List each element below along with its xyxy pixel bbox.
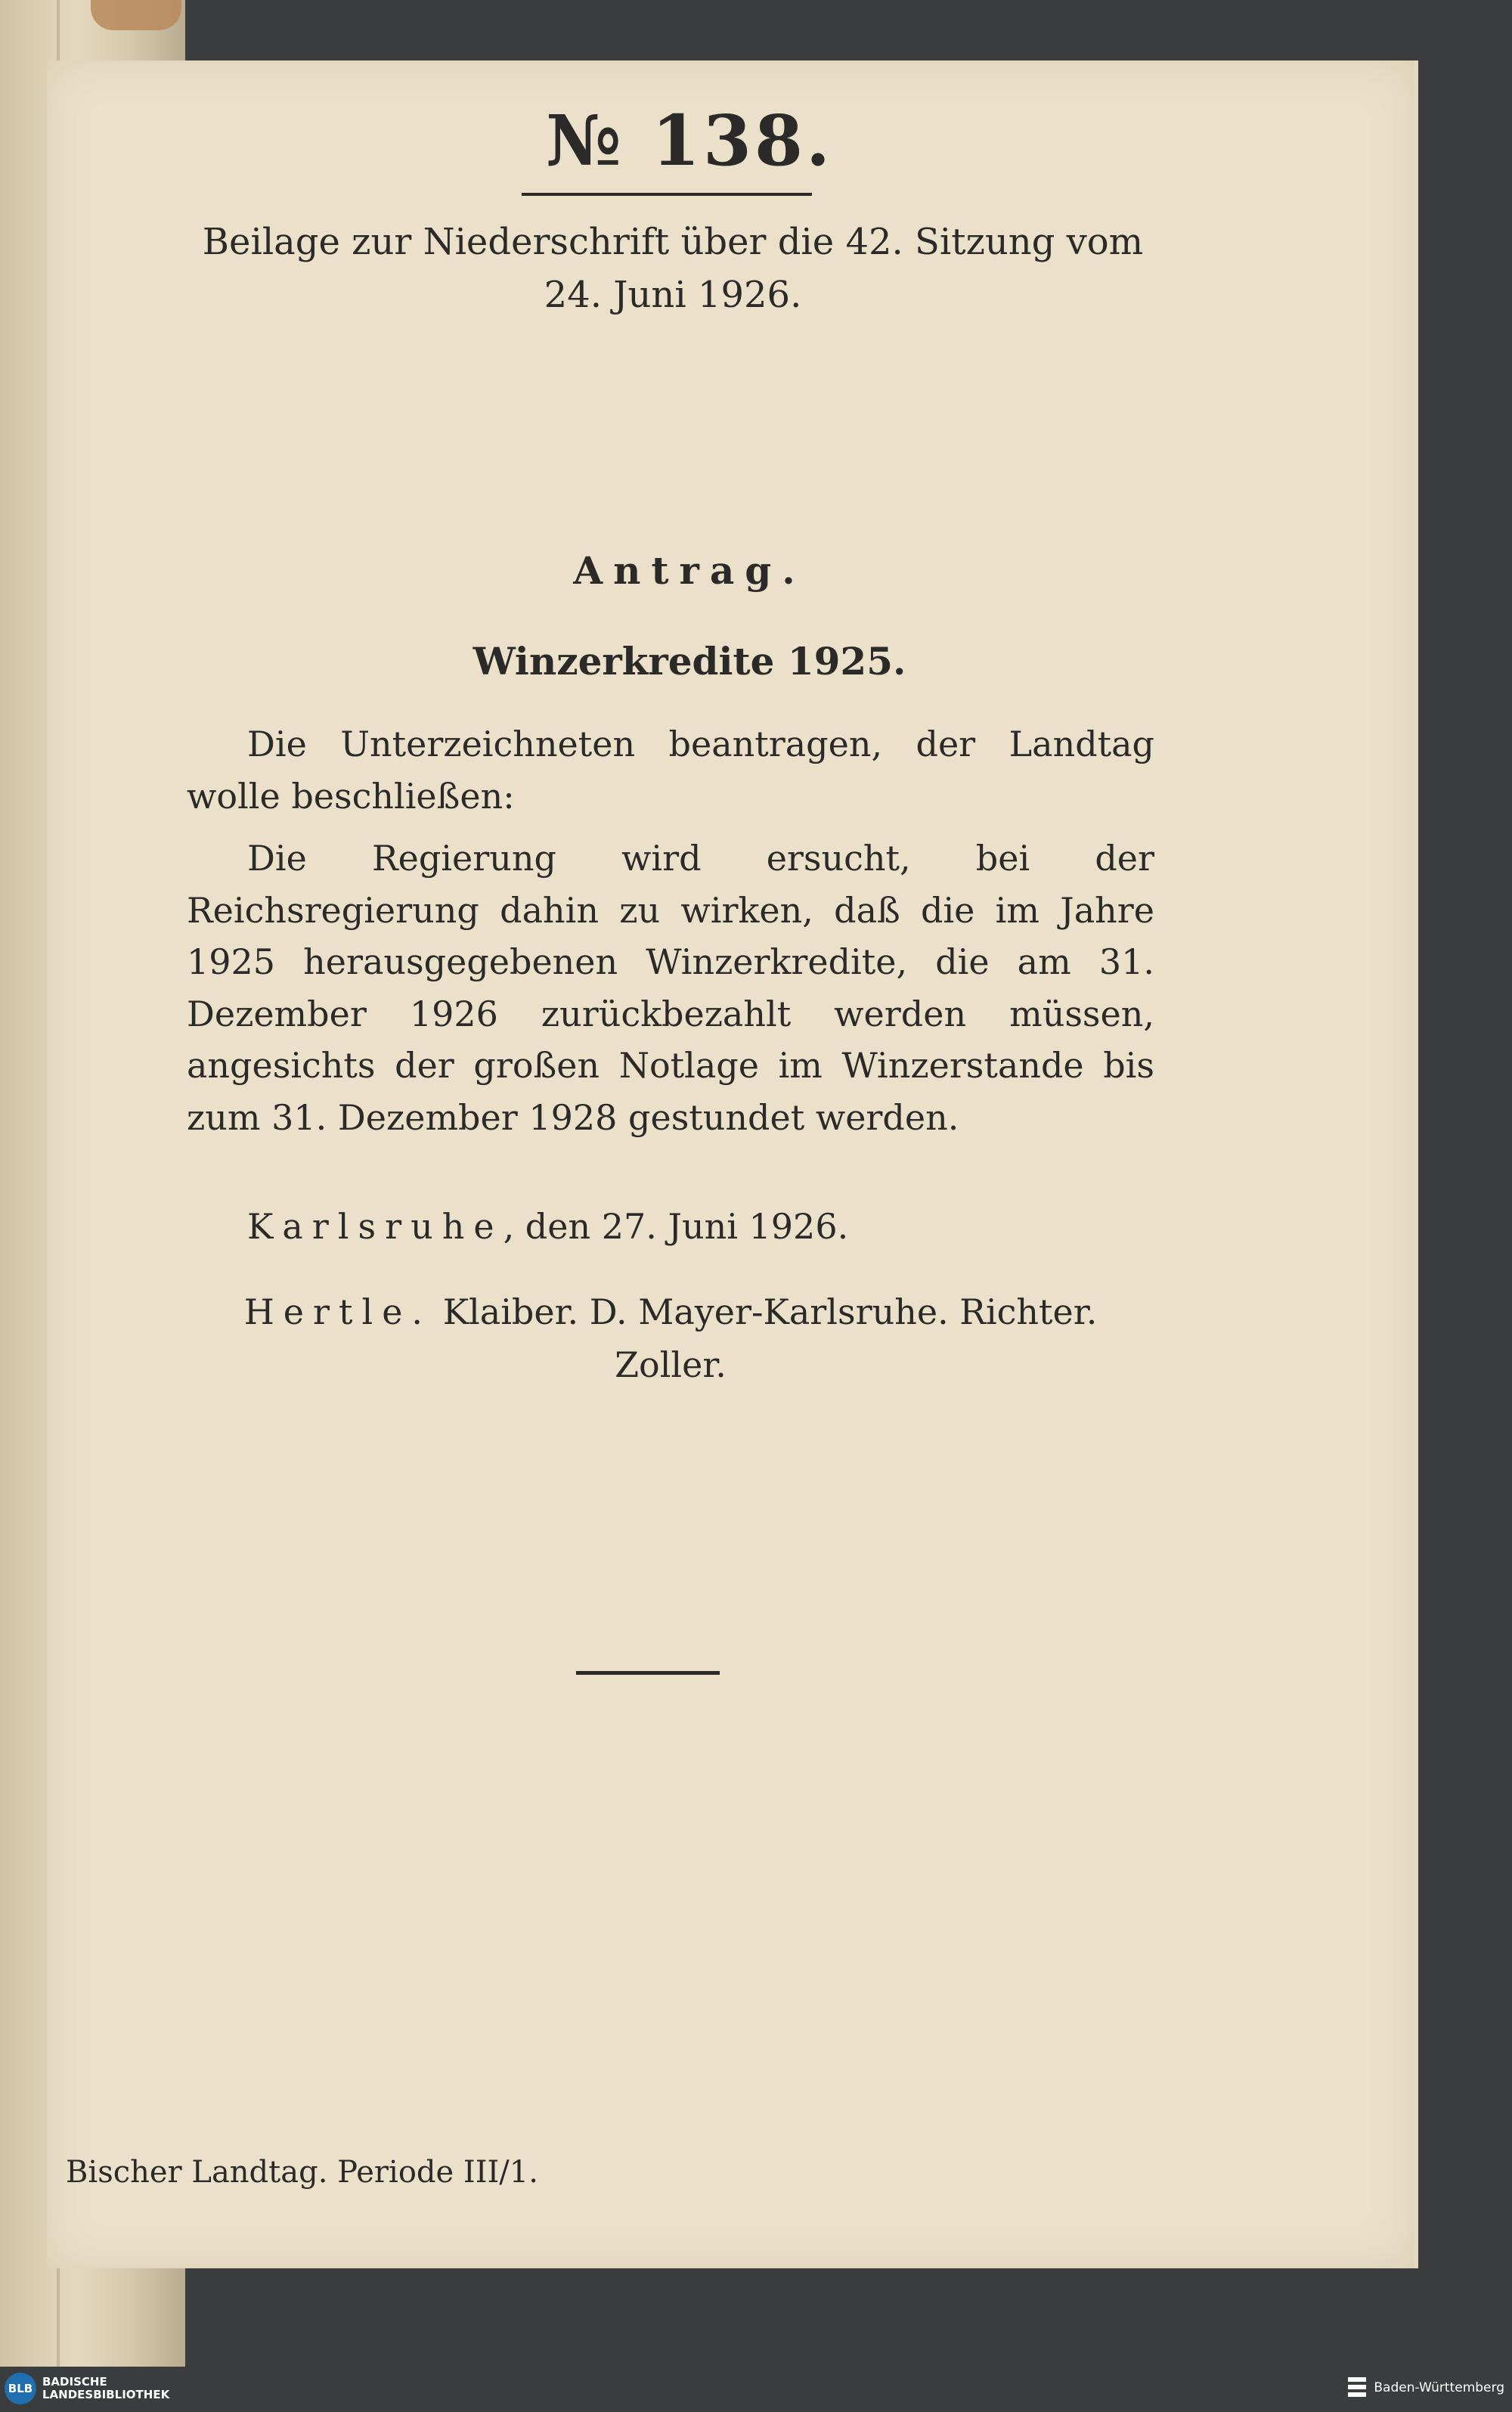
signer-first: Hertle. bbox=[243, 1291, 432, 1332]
binding-tape bbox=[91, 0, 181, 30]
blb-logo bbox=[5, 2373, 169, 2404]
coat-of-arms-icon bbox=[1346, 2374, 1368, 2401]
blb-name-line-1: BADISCHE bbox=[42, 2375, 107, 2389]
blb-badge: BLB bbox=[5, 2373, 36, 2404]
motion-intro: Die Unterzeichneten beantragen, der Landtag wolle beschließen: bbox=[187, 724, 1154, 817]
signer-last: Zoller. bbox=[615, 1344, 727, 1385]
number-underline bbox=[522, 193, 812, 196]
topic-heading: Winzerkredite 1925. bbox=[472, 639, 906, 684]
bw-logo bbox=[1346, 2374, 1504, 2401]
place: Karlsruhe bbox=[247, 1206, 503, 1247]
subtitle-line-2: 24. Juni 1926. bbox=[544, 274, 802, 316]
blb-name bbox=[42, 2376, 169, 2401]
bw-name: Baden-Württemberg bbox=[1374, 2380, 1504, 2395]
signer-others: Klaiber. D. Mayer-Karlsruhe. Richter. bbox=[442, 1291, 1098, 1332]
document-page bbox=[47, 60, 1414, 2268]
section-title: Antrag. bbox=[573, 548, 806, 593]
motion-request: Die Regierung wird ersucht, bei der Reichsregierung dahin zu wirken, daß die im Jahre 1925 herausgegebenen Winzerkredite, die am 31. Dezember 1926 zurückbezahlt werden müssen, angesichts der großen Notlage im Winzerstande bis zum 31. Dezember 1928 gestundet werden. bbox=[187, 838, 1154, 1138]
blb-name-line-2: LANDESBIBLIOTHEK bbox=[42, 2388, 170, 2401]
signatories-line-1 bbox=[187, 1285, 1154, 1338]
place-date bbox=[247, 1206, 848, 1247]
motion-body bbox=[187, 718, 1154, 1143]
document-number: № 138. bbox=[545, 100, 834, 181]
date: , den 27. Juni 1926. bbox=[503, 1206, 849, 1247]
end-rule bbox=[576, 1671, 720, 1675]
subtitle-line-1: Beilage zur Niederschrift über die 42. Sitzung vom bbox=[202, 221, 1144, 263]
page-footer: Bischer Landtag. Periode III/1. bbox=[66, 2155, 538, 2190]
document-subtitle bbox=[181, 215, 1164, 321]
signatories bbox=[187, 1285, 1154, 1391]
